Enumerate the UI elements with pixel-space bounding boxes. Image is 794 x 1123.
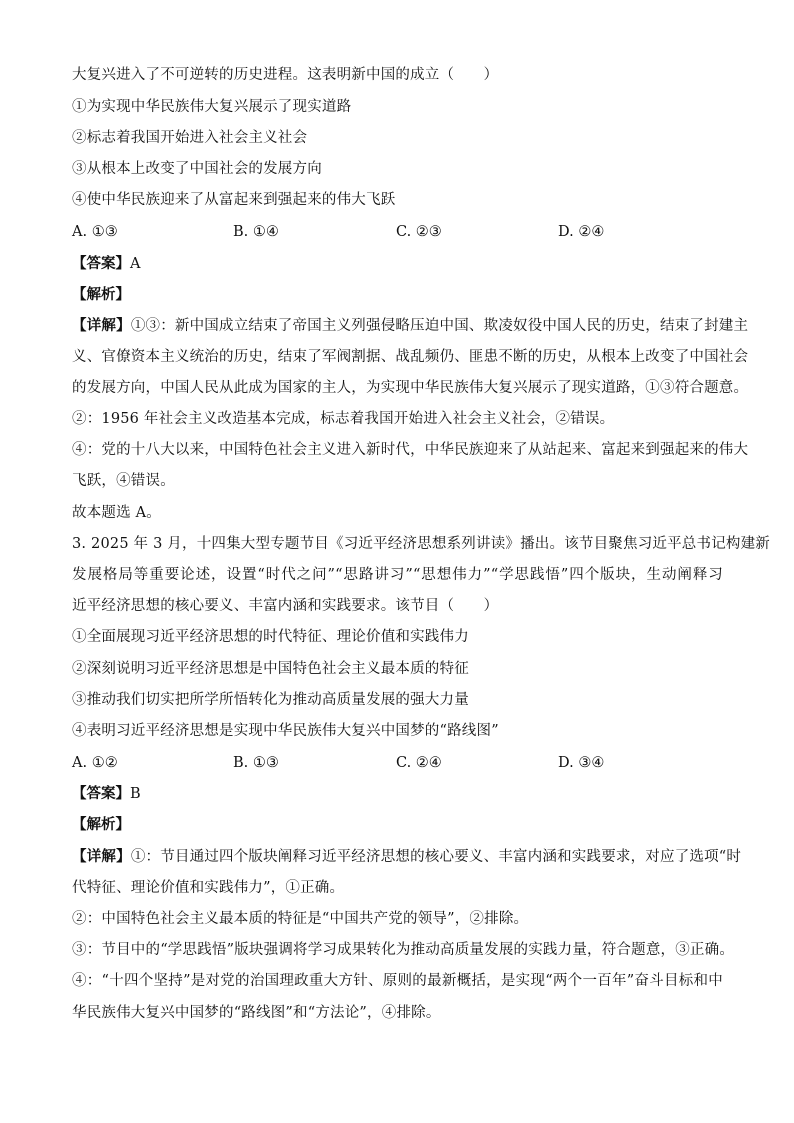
q2-analysis (72, 285, 130, 305)
q3-option-d: D. ③④ (558, 755, 605, 771)
q3-detail-line-1 (72, 847, 742, 867)
q3-detail-line-2: 代特征、理论价值和实践伟力”，①正确。 (72, 880, 345, 896)
q2-option-b: B. ①④ (233, 224, 279, 240)
q2-statement-1: ①为实现中华民族伟大复兴展示了现实道路 (72, 99, 352, 115)
q2-conclusion: 故本题选 A。 (72, 505, 161, 521)
q2-detail-line-6: 飞跃，④错误。 (72, 473, 175, 489)
q2-detail-line-5: ④：党的十八大以来，中国特色社会主义进入新时代，中华民族迎来了从站起来、富起来到强起来的伟大 (72, 442, 749, 458)
q3-analysis-label: 【解析】 (72, 816, 130, 833)
q3-option-c: C. ②④ (396, 755, 442, 771)
q3-answer-value: B (130, 786, 141, 802)
q3-statement-2: ②深刻说明习近平经济思想是中国特色社会主义最本质的特征 (72, 661, 469, 677)
q3-analysis (72, 815, 130, 835)
q3-statement-3: ③推动我们切实把所学所悟转化为推动高质量发展的强大力量 (72, 692, 469, 708)
q3-stem-line-2: 发展格局等重要论述，设置“时代之问”“思路讲习”“思想伟力”“学思践悟”四个版块，生动阐释习 (72, 567, 723, 583)
q2-analysis-label: 【解析】 (72, 286, 130, 303)
q3-option-b: B. ①③ (233, 755, 279, 771)
q3-answer-label: 【答案】 (72, 785, 130, 802)
q2-answer-value: A (130, 256, 141, 272)
q3-detail-line-5: ④：“十四个坚持”是对党的治国理政重大方针、原则的最新概括，是实现“两个一百年”奋斗目标和中 (72, 973, 723, 989)
q2-option-d: D. ②④ (558, 224, 605, 240)
q3-answer (72, 784, 141, 804)
q2-detail-line-3: 的发展方向，中国人民从此成为国家的主人，为实现中华民族伟大复兴展示了现实道路，①③符合题意。 (72, 380, 749, 396)
q3-detail-line-6: 华民族伟大复兴中国梦的“路线图”和“方法论”，④排除。 (72, 1005, 441, 1021)
q3-statement-4: ④表明习近平经济思想是实现中华民族伟大复兴中国梦的“路线图” (72, 723, 499, 739)
q2-statement-2: ②标志着我国开始进入社会主义社会 (72, 130, 308, 146)
q3-detail-line-3: ②：中国特色社会主义最本质的特征是“中国共产党的领导”，②排除。 (72, 911, 529, 927)
q2-option-c: C. ②③ (396, 224, 442, 240)
q3-detail-line-4: ③：节目中的“学思践悟”版块强调将学习成果转化为推动高质量发展的实践力量，符合题意，③正确。 (72, 942, 735, 958)
q2-answer (72, 254, 140, 274)
q3-stem-line-3: 近平经济思想的核心要义、丰富内涵和实践要求。该节目（ ） (72, 598, 499, 614)
q2-detail-line-4: ②：1956 年社会主义改造基本完成，标志着我国开始进入社会主义社会，②错误。 (72, 411, 615, 427)
q2-stem-end: 大复兴进入了不可逆转的历史进程。这表明新中国的成立（ ） (72, 67, 499, 83)
q3-detail-text-1: ①：节目通过四个版块阐释习近平经济思想的核心要义、丰富内涵和实践要求，对应了选项“时 (130, 849, 742, 865)
q2-answer-label: 【答案】 (72, 255, 130, 272)
q2-detail-line-1 (72, 316, 749, 336)
q2-detail-line-2: 义、官僚资本主义统治的历史，结束了军阀割据、战乱频仍、匪患不断的历史，从根本上改变了中国社会 (72, 349, 749, 365)
q3-statement-1: ①全面展现习近平经济思想的时代特征、理论价值和实践伟力 (72, 629, 469, 645)
q3-stem-line-1: 3. 2025 年 3 月，十四集大型专题节目《习近平经济思想系列讲读》播出。该节目聚焦习近平总书记构建新 (72, 536, 770, 552)
q2-statement-4: ④使中华民族迎来了从富起来到强起来的伟大飞跃 (72, 192, 396, 208)
q3-detail-label: 【详解】 (72, 848, 131, 865)
q2-detail-label: 【详解】 (72, 317, 131, 334)
q2-option-a: A. ①③ (72, 224, 118, 240)
q2-detail-text-1: ①③：新中国成立结束了帝国主义列强侵略压迫中国、欺凌奴役中国人民的历史，结束了封建主 (130, 318, 749, 334)
q3-option-a: A. ①② (72, 755, 118, 771)
q2-statement-3: ③从根本上改变了中国社会的发展方向 (72, 161, 322, 177)
